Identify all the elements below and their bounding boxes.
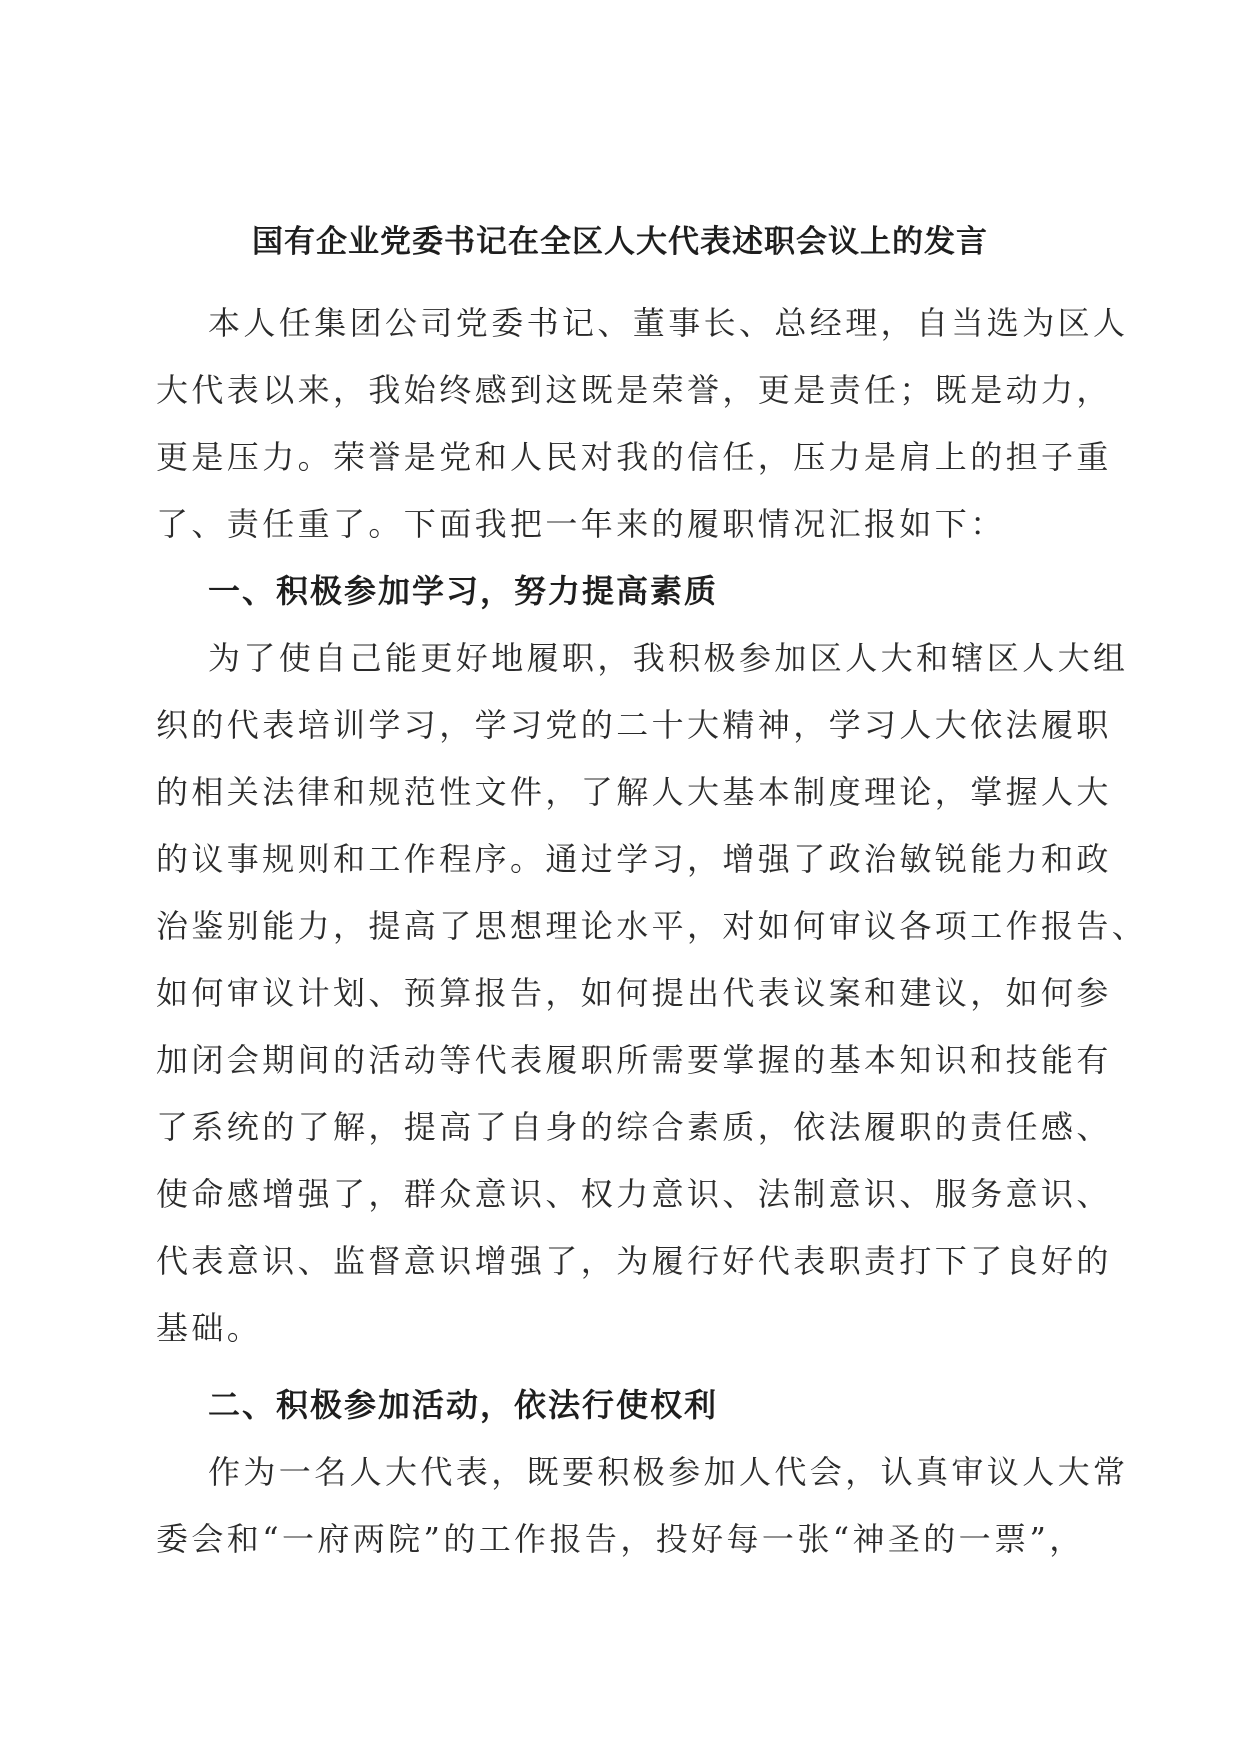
paragraph-line: 大代表以来，我始终感到这既是荣誉，更是责任；既是动力，	[156, 371, 1112, 409]
document-title: 国有企业党委书记在全区人大代表述职会议上的发言	[252, 224, 988, 260]
paragraph-line: 如何审议计划、预算报告，如何提出代表议案和建议，如何参	[156, 974, 1112, 1012]
document-body	[156, 290, 1148, 1573]
paragraph-line: 的议事规则和工作程序。通过学习，增强了政治敏锐能力和政	[156, 840, 1112, 878]
paragraph-line: 本人任集团公司党委书记、董事长、总经理，自当选为区人	[208, 304, 1129, 342]
paragraph-line: 更是压力。荣誉是党和人民对我的信任，压力是肩上的担子重	[156, 438, 1112, 476]
paragraph-line: 基础。	[156, 1309, 263, 1347]
paragraph-line: 治鉴别能力，提高了思想理论水平，对如何审议各项工作报告、	[156, 907, 1148, 945]
section-heading: 二、积极参加活动，依法行使权利	[208, 1386, 719, 1424]
paragraph-line: 加闭会期间的活动等代表履职所需要掌握的基本知识和技能有	[156, 1041, 1112, 1079]
paragraph-line: 织的代表培训学习，学习党的二十大精神，学习人大依法履职	[156, 706, 1112, 744]
section-heading: 一、积极参加学习，努力提高素质	[208, 572, 719, 610]
paragraph-line: 使命感增强了，群众意识、权力意识、法制意识、服务意识、	[156, 1175, 1112, 1213]
spacer	[156, 1362, 1086, 1372]
paragraph-line: 了、责任重了。下面我把一年来的履职情况汇报如下：	[156, 505, 1006, 543]
paragraph-line: 为了使自己能更好地履职，我积极参加区人大和辖区人大组	[208, 639, 1129, 677]
paragraph-line: 代表意识、监督意识增强了，为履行好代表职责打下了良好的	[156, 1242, 1112, 1280]
paragraph-line: 了系统的了解，提高了自身的综合素质，依法履职的责任感、	[156, 1108, 1112, 1146]
paragraph-line: 作为一名人大代表，既要积极参加人代会，认真审议人大常	[208, 1453, 1129, 1491]
paragraph-line: 委会和“一府两院”的工作报告，投好每一张“神圣的一票”，	[156, 1520, 1085, 1558]
paragraph-line: 的相关法律和规范性文件，了解人大基本制度理论，掌握人大	[156, 773, 1112, 811]
